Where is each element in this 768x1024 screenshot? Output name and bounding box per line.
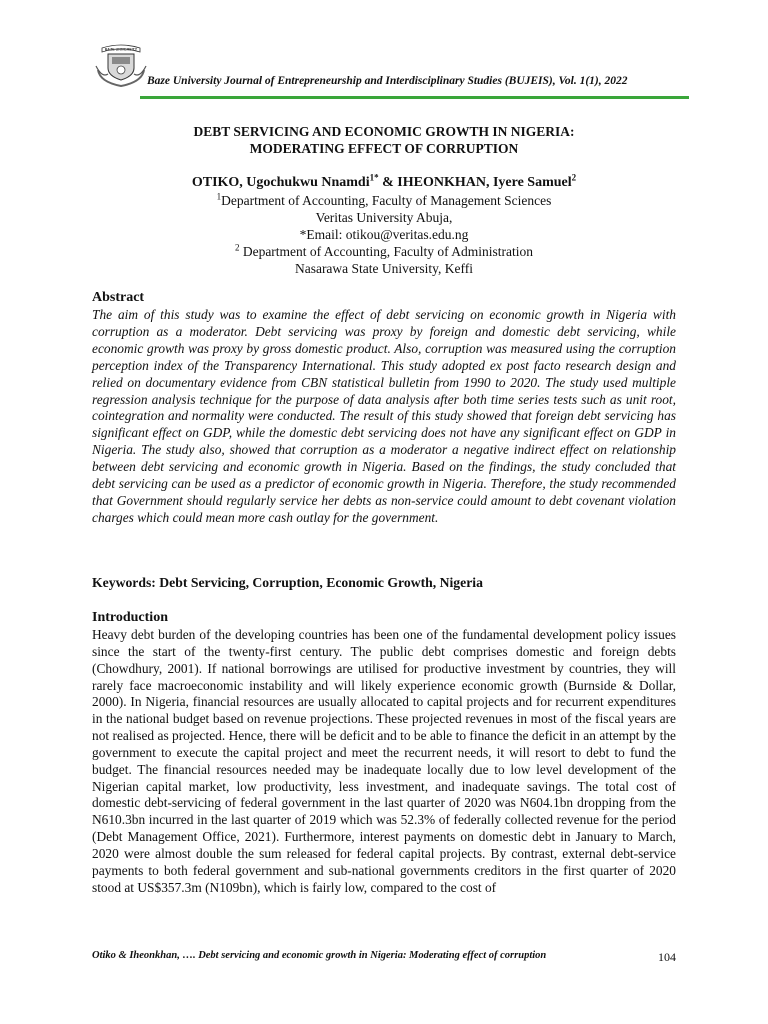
paper-title-line-2: MODERATING EFFECT OF CORRUPTION bbox=[249, 141, 519, 156]
affiliation-2-sup: 2 bbox=[234, 242, 240, 253]
abstract-section bbox=[92, 289, 676, 527]
journal-title: Baze University Journal of Entrepreneurship and Interdisciplinary Studies (BUJEIS), Vol. 1(1), 2022 bbox=[147, 75, 628, 87]
affiliation-1-line-2: Veritas University Abuja, bbox=[315, 210, 453, 225]
header-rule bbox=[140, 96, 689, 99]
author-line bbox=[92, 174, 676, 192]
page-number: 104 bbox=[658, 950, 676, 964]
abstract-heading: Abstract bbox=[92, 290, 145, 305]
author-2-sup: 2 bbox=[571, 172, 577, 183]
affiliation-2-line-2: Nasarawa State University, Keffi bbox=[294, 261, 474, 276]
logo-text: BAZE UNIVERSITY bbox=[104, 47, 138, 52]
affiliation-2-line-1: Department of Accounting, Faculty of Administration bbox=[239, 244, 534, 259]
affiliation-1-line-1: Department of Accounting, Faculty of Management Sciences bbox=[221, 193, 552, 208]
introduction-heading: Introduction bbox=[92, 610, 168, 625]
author-1-name: OTIKO, Ugochukwu Nnamdi bbox=[191, 175, 370, 190]
university-crest-icon bbox=[94, 40, 148, 88]
introduction-text: Heavy debt burden of the developing countries has been one of the fundamental development policy issues since the start of the twenty-first century. The public debt comprises domestic and foreign debts (Chowdhury, 2001). If national borrowings are utilised for productive investment by countries, they will rarely face macroeconomic instability and will likely experience economic growth (Burnside & Dollar, 2000). In Nigeria, financial resources are usually allocated to capital projects and for recurrent expenditures in the national budget based on revenue projections. These projected revenues in most of the fiscal years are not realised as projected. Hence, there will be deficit and to be able to finance the deficit in an attempt by the government to execute the capital project and meet the recurrent needs, it will resort to debt to fund the budget. The financial resources needed may be inadequate locally due to low level development of the Nigerian capital market, low productivity, less investment, and inadequate savings. The total cost of domestic debt-servicing of federal government in the last quarter of 2020 was N604.1bn dropping from the N610.3bn incurred in the last quarter of 2019 which was 52.3% of federally collected revenue for the period (Debt Management Office, 2021). Furthermore, interest payments on domestic debt in January to March, 2020 were almost double the sum released for federal capital projects. By contrast, external debt-service payments to both federal government and sub-national governments creditors in the first quarter of 2020 stood at US$357.3m (N109bn), which is fairly low, compared to the cost of bbox=[92, 627, 676, 895]
author-1-sup: 1* bbox=[369, 172, 379, 183]
affiliation-2 bbox=[92, 243, 676, 260]
author-email: *Email: otikou@veritas.edu.ng bbox=[299, 227, 469, 242]
affiliation-1 bbox=[92, 192, 676, 209]
keywords-text: Keywords: Debt Servicing, Corruption, Economic Growth, Nigeria bbox=[92, 575, 483, 590]
introduction-section bbox=[92, 609, 676, 897]
paper-title bbox=[92, 123, 676, 157]
footer-running-title: Otiko & Iheonkhan, …. Debt servicing and economic growth in Nigeria: Moderating effect of corruption bbox=[92, 950, 547, 961]
abstract-text: The aim of this study was to examine the effect of debt servicing on economic growth in Nigeria with corruption as a moderator. Debt servicing was proxy by foreign and domestic debt servicing, while economic growth was proxy by gross domestic product. Also, corruption was measured using the corruption perception index of the Transparency International. This study adopted ex post facto research design and relied on documentary evidence from CBN statistical bulletin from 1990 to 2020. The study used multiple regression analysis technique for the purpose of data analysis after both time series tests such as unit root, cointegration and normality were conducted. The result of this study showed that foreign debt servicing has significant effect on GDP, while the domestic debt servicing does not have any significant effect on GDP in Nigeria. The study also, showed that corruption as a moderator a negative indirect effect on relationship between debt servicing and economic growth in Nigeria. Based on the findings, the study concluded that debt servicing can be used as a predictor of economic growth in Nigeria. Therefore, the study recommended that Government should regularly service her debts as non-service could amount to debt covenant violation charges which could mean more cash outlay for the government. bbox=[92, 307, 676, 525]
page-footer bbox=[92, 950, 676, 964]
paper-title-line-1: DEBT SERVICING AND ECONOMIC GROWTH IN NIGERIA: bbox=[193, 124, 575, 139]
title-block bbox=[92, 123, 676, 277]
affiliation-1-sup: 1 bbox=[216, 191, 222, 202]
author-2-name: IHEONKHAN, Iyere Samuel bbox=[397, 175, 572, 190]
author-separator: & bbox=[378, 175, 398, 190]
keywords-section bbox=[92, 574, 676, 592]
